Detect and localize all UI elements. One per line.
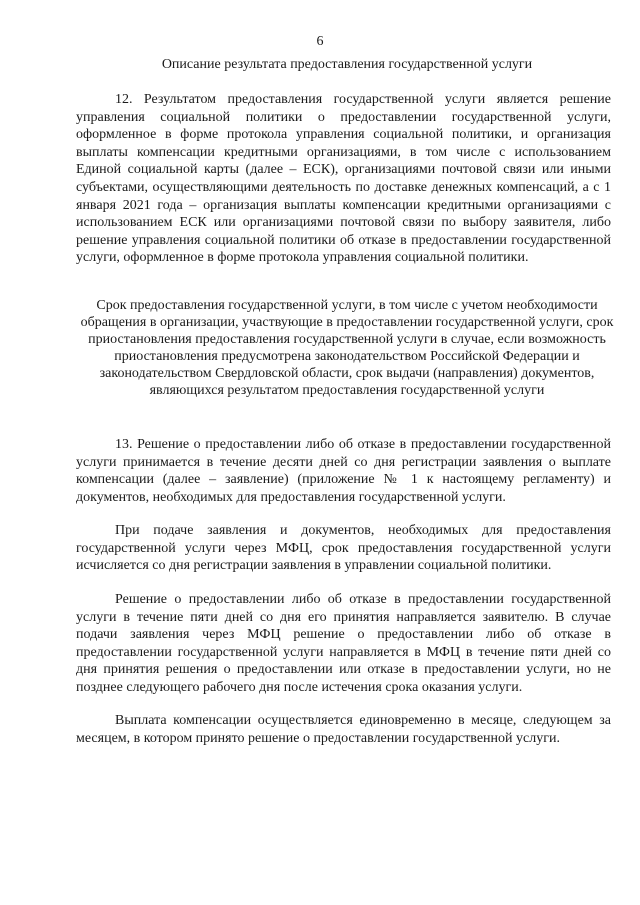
paragraph-payment: Выплата компенсации осуществляется единовременно в месяце, следующем за месяцем, в котором принято решение о предоставлении государственной услуги. bbox=[76, 713, 611, 746]
paragraph-decision-delivery: Решение о предоставлении либо об отказе в предоставлении государственной услуги в течение пяти дней со дня его принятия направляется заявителю. В случае подачи заявления через МФЦ решение о предоставлении либо об отказе в предоставлении государственной услуги направляется в МФЦ в течение пяти дней со дня принятия решения о предоставлении или отказе в предоставлении услуги, но не позднее следующего рабочего дня после истечения срока оказания услуги. bbox=[76, 592, 611, 695]
paragraph-13: 13. Решение о предоставлении либо об отказе в предоставлении государственной услуги принимается в течение десяти дней со дня регистрации заявления о выплате компенсации (далее – заявление) (приложение № 1 к настоящему регламенту) и документов, необходимых для предоставления государственной услуги. bbox=[76, 437, 611, 505]
paragraph-mfc-submission: При подаче заявления и документов, необходимых для предоставления государственной услуги через МФЦ, срок предоставления государственной услуги исчисляется со дня регистрации заявления в управлении социальной политики. bbox=[76, 523, 611, 574]
section-heading-result: Описание результата предоставления государственной услуги bbox=[161, 57, 533, 72]
page-number: 6 bbox=[316, 34, 324, 49]
paragraph-12: 12. Результатом предоставления государственной услуги является решение управления социальной политики о предоставлении государственной услуги, оформленное в форме протокола управления социальной политики, и организация выплаты компенсации кредитными организациями, в том числе с использованием Единой социальной карты (далее – ЕСК), организациями почтовой связи или иными субъектами, осуществляющими деятельность по доставке денежных компенсаций, а с 1 января 2021 года – организация выплаты компенсации кредитными организациями с использованием ЕСК или организациями почтовой связи по выбору заявителя, либо решение управления социальной политики об отказе в предоставлении государственной услуги, оформленное в форме протокола управления социальной политики. bbox=[76, 92, 611, 266]
section-heading-deadline: Срок предоставления государственной услуги, в том числе с учетом необходимости обращения в организации, участвующие в предоставлении государственной услуги, срок приостановления предоставления государственной услуги в случае, если возможность приостановления предусмотрена законодательством Российской Федерации и законодательством Свердловской области, срок выдачи (направления) документов, являющихся результатом предоставления государственной услуги bbox=[80, 298, 614, 398]
